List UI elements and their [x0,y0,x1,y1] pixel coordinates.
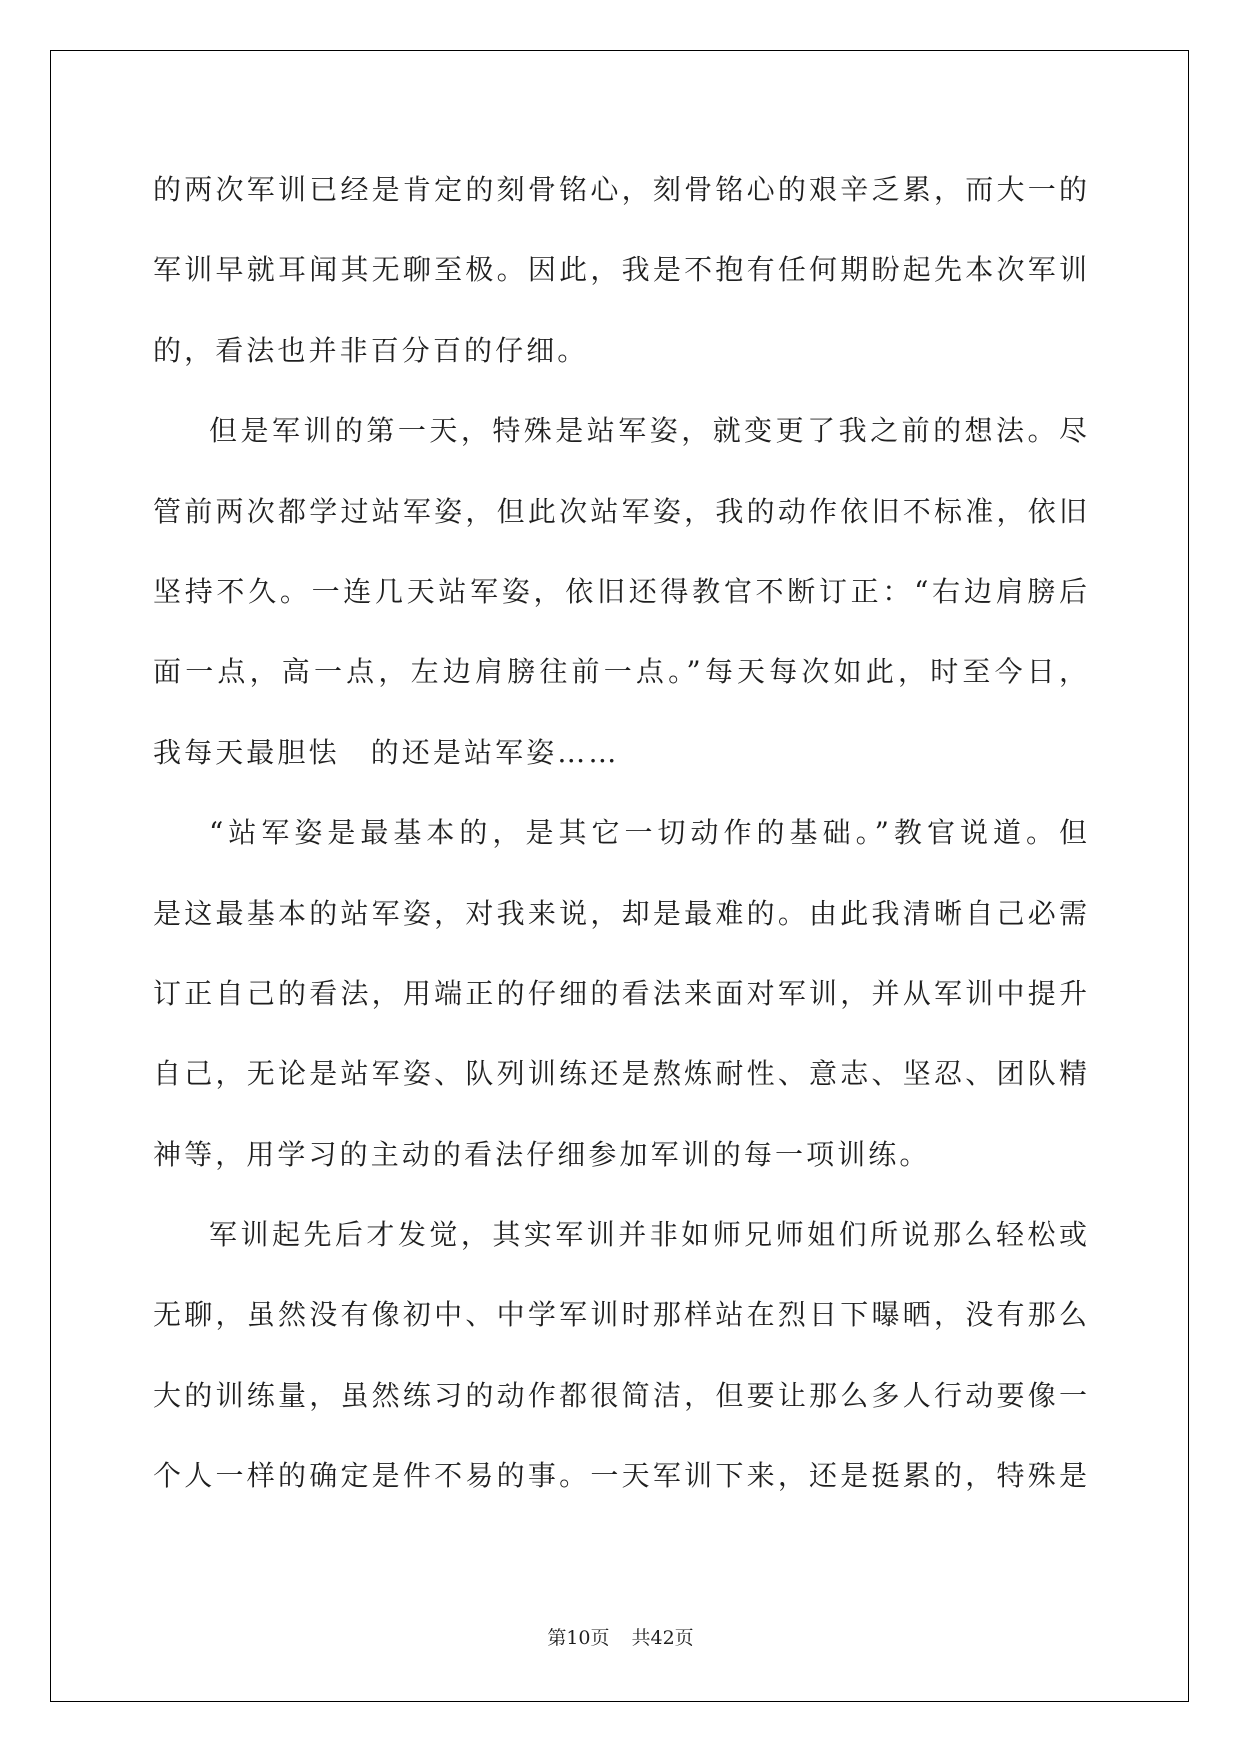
text-line: 大的训练量，虽然练习的动作都很简洁，但要让那么多人行动要像一 [153,1378,1087,1412]
text-line: 坚持不久。一连几天站军姿，依旧还得教官不断订正：“右边肩膀后 [153,574,1087,608]
text-line: “站军姿是最基本的，是其它一切动作的基础。”教官说道。但 [209,816,1087,850]
text-line: 军训早就耳闻其无聊至极。因此，我是不抱有任何期盼起先本次军训 [153,253,1087,287]
document-body [153,150,1087,1517]
text-line: 是这最基本的站军姿，对我来说，却是最难的。由此我清晰自己必需 [153,896,1087,930]
text-line: 自己，无论是站军姿、队列训练还是熬炼耐性、意志、坚忍、团队精 [153,1057,1087,1091]
text-line: 神等，用学习的主动的看法仔细参加军训的每一项训练。 [153,1137,931,1171]
text-line: 但是军训的第一天，特殊是站军姿，就变更了我之前的想法。尽 [209,414,1087,448]
page-number: 第10页 [547,1627,610,1649]
text-line: 我每天最胆怯 的还是站军姿…… [153,735,620,769]
page-total: 共42页 [631,1627,694,1649]
text-line: 订正自己的看法，用端正的仔细的看法来面对军训，并从军训中提升 [153,976,1087,1010]
text-line: 个人一样的确定是件不易的事。一天军训下来，还是挺累的，特殊是 [153,1459,1087,1493]
text-line: 的，看法也并非百分百的仔细。 [153,333,589,367]
text-line: 军训起先后才发觉，其实军训并非如师兄师姐们所说那么轻松或 [209,1218,1087,1252]
text-line: 面一点，高一点，左边肩膀往前一点。”每天每次如此，时至今日， [153,655,1087,689]
text-line: 的两次军训已经是肯定的刻骨铭心，刻骨铭心的艰辛乏累，而大一的 [153,173,1087,206]
text-line: 无聊，虽然没有像初中、中学军训时那样站在烈日下曝晒，没有那么 [153,1298,1087,1332]
page-footer [0,1624,1241,1652]
text-line: 管前两次都学过站军姿，但此次站军姿，我的动作依旧不标准，依旧 [153,494,1087,528]
